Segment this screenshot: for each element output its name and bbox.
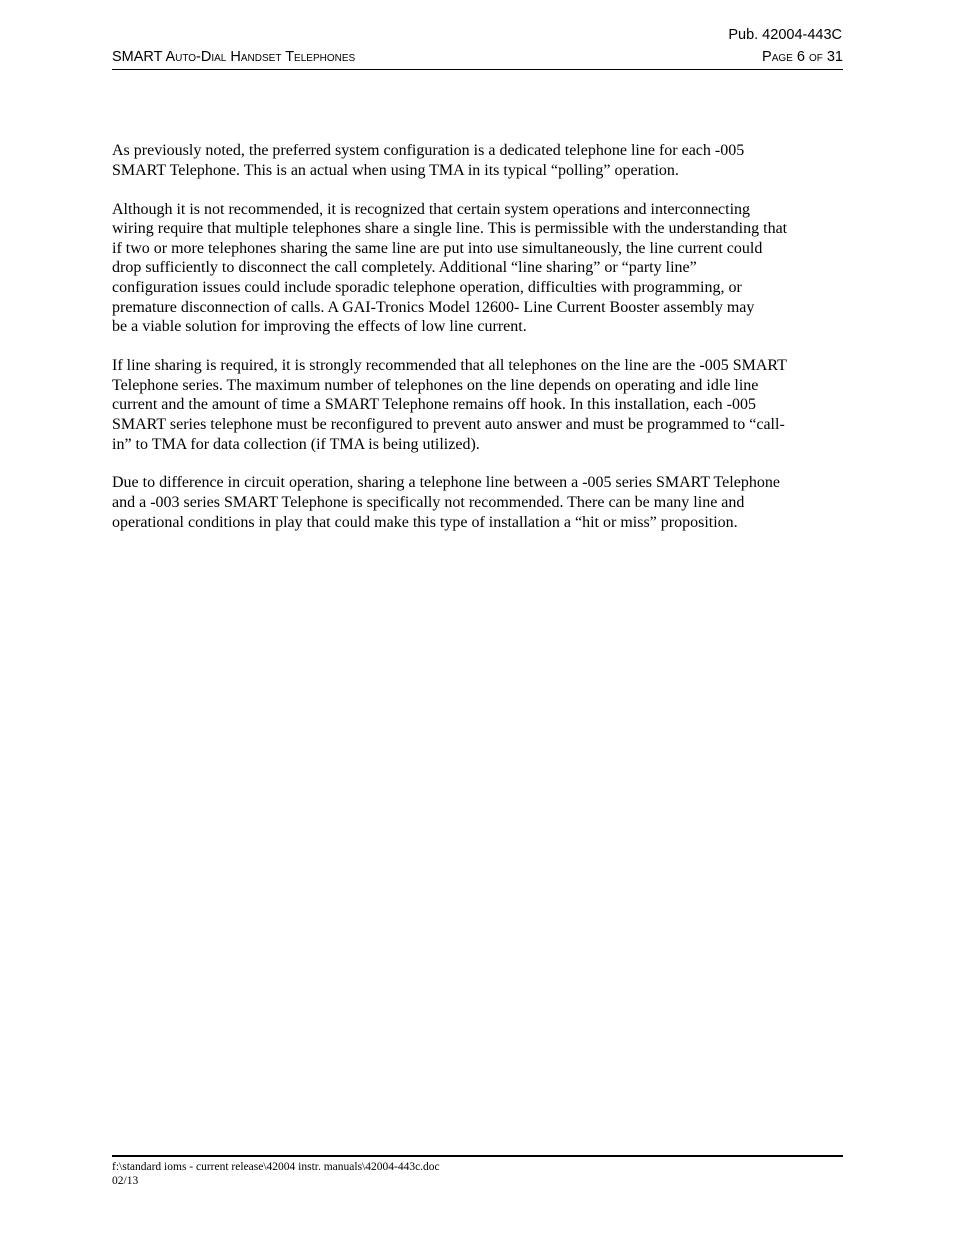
body-text — [112, 141, 844, 552]
paragraph-dedicated-line: As previously noted, the preferred system configuration is a dedicated telephone line for each -005 SMART Telephone. This is an actual when using TMA in its typical “polling” operation. — [112, 142, 745, 179]
running-header — [112, 49, 843, 70]
paragraph-mixed-series-warning: Due to difference in circuit operation, sharing a telephone line between a -005 series SMART Telephone and a -003 series SMART Telephone is specifically not recommended. There can be many line and operational conditions in play that could make this type of installation a “hit or miss” proposition. — [112, 474, 780, 531]
file-path: f:\standard ioms - current release\42004 instr. manuals\42004-443c.doc — [112, 1161, 440, 1173]
paragraph-line-sharing-caution: Although it is not recommended, it is recognized that certain system operations and interconnecting wiring require that multiple telephones share a single line. This is permissible with the understanding that if two or more telephones sharing the same line are put into use simultaneously, the line current could drop sufficiently to disconnect the call completely. Additional “line sharing” or “party line” configuration issues could include sporadic telephone operation, difficulties with programming, or premature disconnection of calls. A GAI-Tronics Model 12600- Line Current Booster assembly may be a viable solution for improving the effects of low line current. — [112, 200, 788, 336]
footer-divider — [112, 1155, 843, 1157]
running-footer — [112, 1160, 440, 1188]
paragraph-line-sharing-requirements: If line sharing is required, it is strongly recommended that all telephones on the line are the -005 SMART Telephone series. The maximum number of telephones on the line depends on operating and idle line current and the amount of time a SMART Telephone remains off hook. In this installation, each -005 SMART series telephone must be reconfigured to prevent auto answer and must be programmed to “call- in” to TMA for data collection (if TMA is being utilized). — [112, 357, 787, 453]
revision-date: 02/13 — [112, 1175, 139, 1187]
page-number: Page 6 of 31 — [762, 49, 843, 65]
document-title: SMART Auto-Dial Handset Telephones — [112, 49, 356, 65]
publication-number: Pub. 42004-443C — [728, 27, 842, 43]
